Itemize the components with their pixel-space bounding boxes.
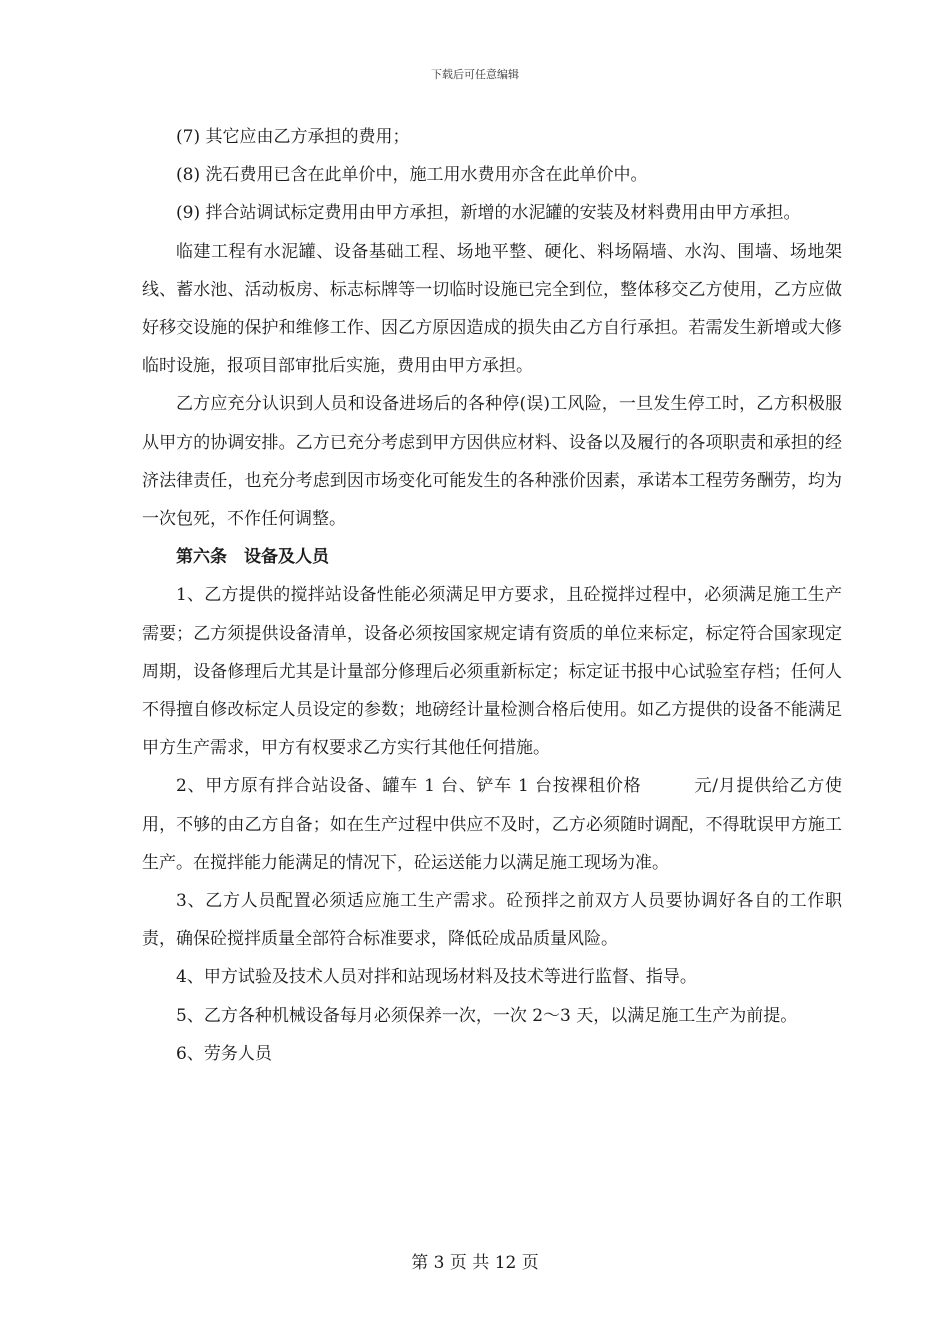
clause-4-supervision: 4、甲方试验及技术人员对拌和站现场材料及技术等进行监督、指导。 <box>176 967 697 988</box>
clause-5-maintenance: 5、乙方各种机械设备每月必须保养一次，一次 2～3 天，以满足施工生产为前提。 <box>176 1005 798 1026</box>
clause-6-labor: 6、劳务人员 <box>176 1043 272 1064</box>
clause-1-equipment: 1、乙方提供的搅拌站设备性能必须满足甲方要求，且砼搅拌过程中，必须满足施工生产需要；乙方须提供设备清单，设备必须按国家规定请有资质的单位来标定，标定符合国家现定周期，设备修理后尤其是计量部分修理后必须重新标定；标定证书报中心试验室存档；任何人不得擅自修改标定人员设定的参数；地磅经计量检测合格后使用。如乙方提供的设备不能满足甲方生产需求，甲方有权要求乙方实行其他任何措施。 <box>142 585 842 759</box>
paragraph-item-9: (9) 拌合站调试标定费用由甲方承担，新增的水泥罐的安装及材料费用由甲方承担。 <box>176 203 801 224</box>
page-header: 下载后可任意编辑 <box>431 68 519 81</box>
page-footer: 第 3 页 共 12 页 <box>411 1253 539 1273</box>
clause-2-rental: 2、甲方原有拌合站设备、罐车 1 台、铲车 1 台按裸租价格 元/月提供给乙方使用，不够的由乙方自备；如在生产过程中供应不及时，乙方必须随时调配，不得耽误甲方施工生产。在搅拌能力能满足的情况下，砼运送能力以满足施工现场为准。 <box>142 776 842 873</box>
paragraph-item-7: (7) 其它应由乙方承担的费用； <box>176 127 410 147</box>
paragraph-item-8: (8) 洗石费用已含在此单价中，施工用水费用亦含在此单价中。 <box>176 165 648 186</box>
section-heading-article-6: 第六条 设备及人员 <box>176 547 329 568</box>
paragraph-temporary-works: 临建工程有水泥罐、设备基础工程、场地平整、硬化、料场隔墙、水沟、围墙、场地架线、蓄水池、活动板房、标志标牌等一切临时设施已完全到位，整体移交乙方使用，乙方应做好移交设施的保护和维修工作、因乙方原因造成的损失由乙方自行承担。若需发生新增或大修临时设施，报项目部审批后实施，费用由甲方承担。 <box>142 241 842 377</box>
document-body <box>142 118 842 1073</box>
paragraph-stoppage-risk: 乙方应充分认识到人员和设备进场后的各种停(误)工风险，一旦发生停工时，乙方积极服从甲方的协调安排。乙方已充分考虑到甲方因供应材料、设备以及履行的各项职责和承担的经济法律责任，也充分考虑到因市场变化可能发生的各种涨价因素，承诺本工程劳务酬劳，均为一次包死，不作任何调整。 <box>142 394 842 530</box>
clause-3-staffing: 3、乙方人员配置必须适应施工生产需求。砼预拌之前双方人员要协调好各自的工作职责，确保砼搅拌质量全部符合标准要求，降低砼成品质量风险。 <box>142 891 842 950</box>
